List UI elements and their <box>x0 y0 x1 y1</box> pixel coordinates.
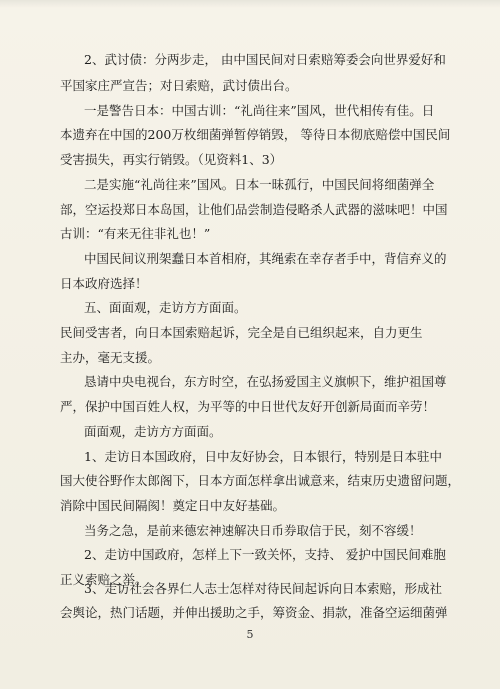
document-page: 2、武讨债：分两步走， 由中国民间对日索赔筹委会向世界爱好和 平国家庄严宣告；对日索赔，武讨债出台。 一是警告日本：中国古训：“礼尚往来”国风，世代相传有佳。日 本遗弃在中国的200万枚细菌弹暂停销毁， 等待日本彻底赔偿中国民间 受害损失，再实行销毁。（见资料1、3） 二是实施“礼尚往来”国风。日本一昧孤行，中国民间将细菌弹全 部，空运投郑日本岛国，让他们品尝制造侵略杀人武器的滋味吧！中国 古训：“有来无往非礼也！” 中国民间议刑架蠢日本首相府，其绳索在幸存者手中，背信弃义的 日本政府选择！ 五、面面观，走访方方面面。 民间受害者，向日本国索赔起诉，完全是自已组织起来，自力更生 主办，毫无支援。 恳请中央电视台，东方时空，在弘扬爱国主义旗帜下，维护祖国尊 严，保护中国百姓人权，为平等的中日世代友好开创新局面而辛劳！ 面面观，走访方方面面。 1、走访日本国政府，日中友好协会，日本银行，特别是日本驻中 国大使谷野作太郎阁下，日本方面怎样拿出诚意来，结束历史遗留问题， 消除中国民间隔阂！奠定日中友好基础。 当务之急，是前来德宏神速解决日币券取信于民，刻不容缓！ 2、走访中国政府，怎样上下一致关怀，支持、 爱护中国民间难胞 正义索赔之举。 3、走访社会各界仁人志士怎样对待民间起诉向日本索赔，形成社 5 会舆论，热门话题，并伸出援助之手，筹资金、捐款，准备空运细菌弹 <box>0 0 500 689</box>
page-number: 5 <box>246 628 254 641</box>
scan-shadow <box>0 0 500 8</box>
